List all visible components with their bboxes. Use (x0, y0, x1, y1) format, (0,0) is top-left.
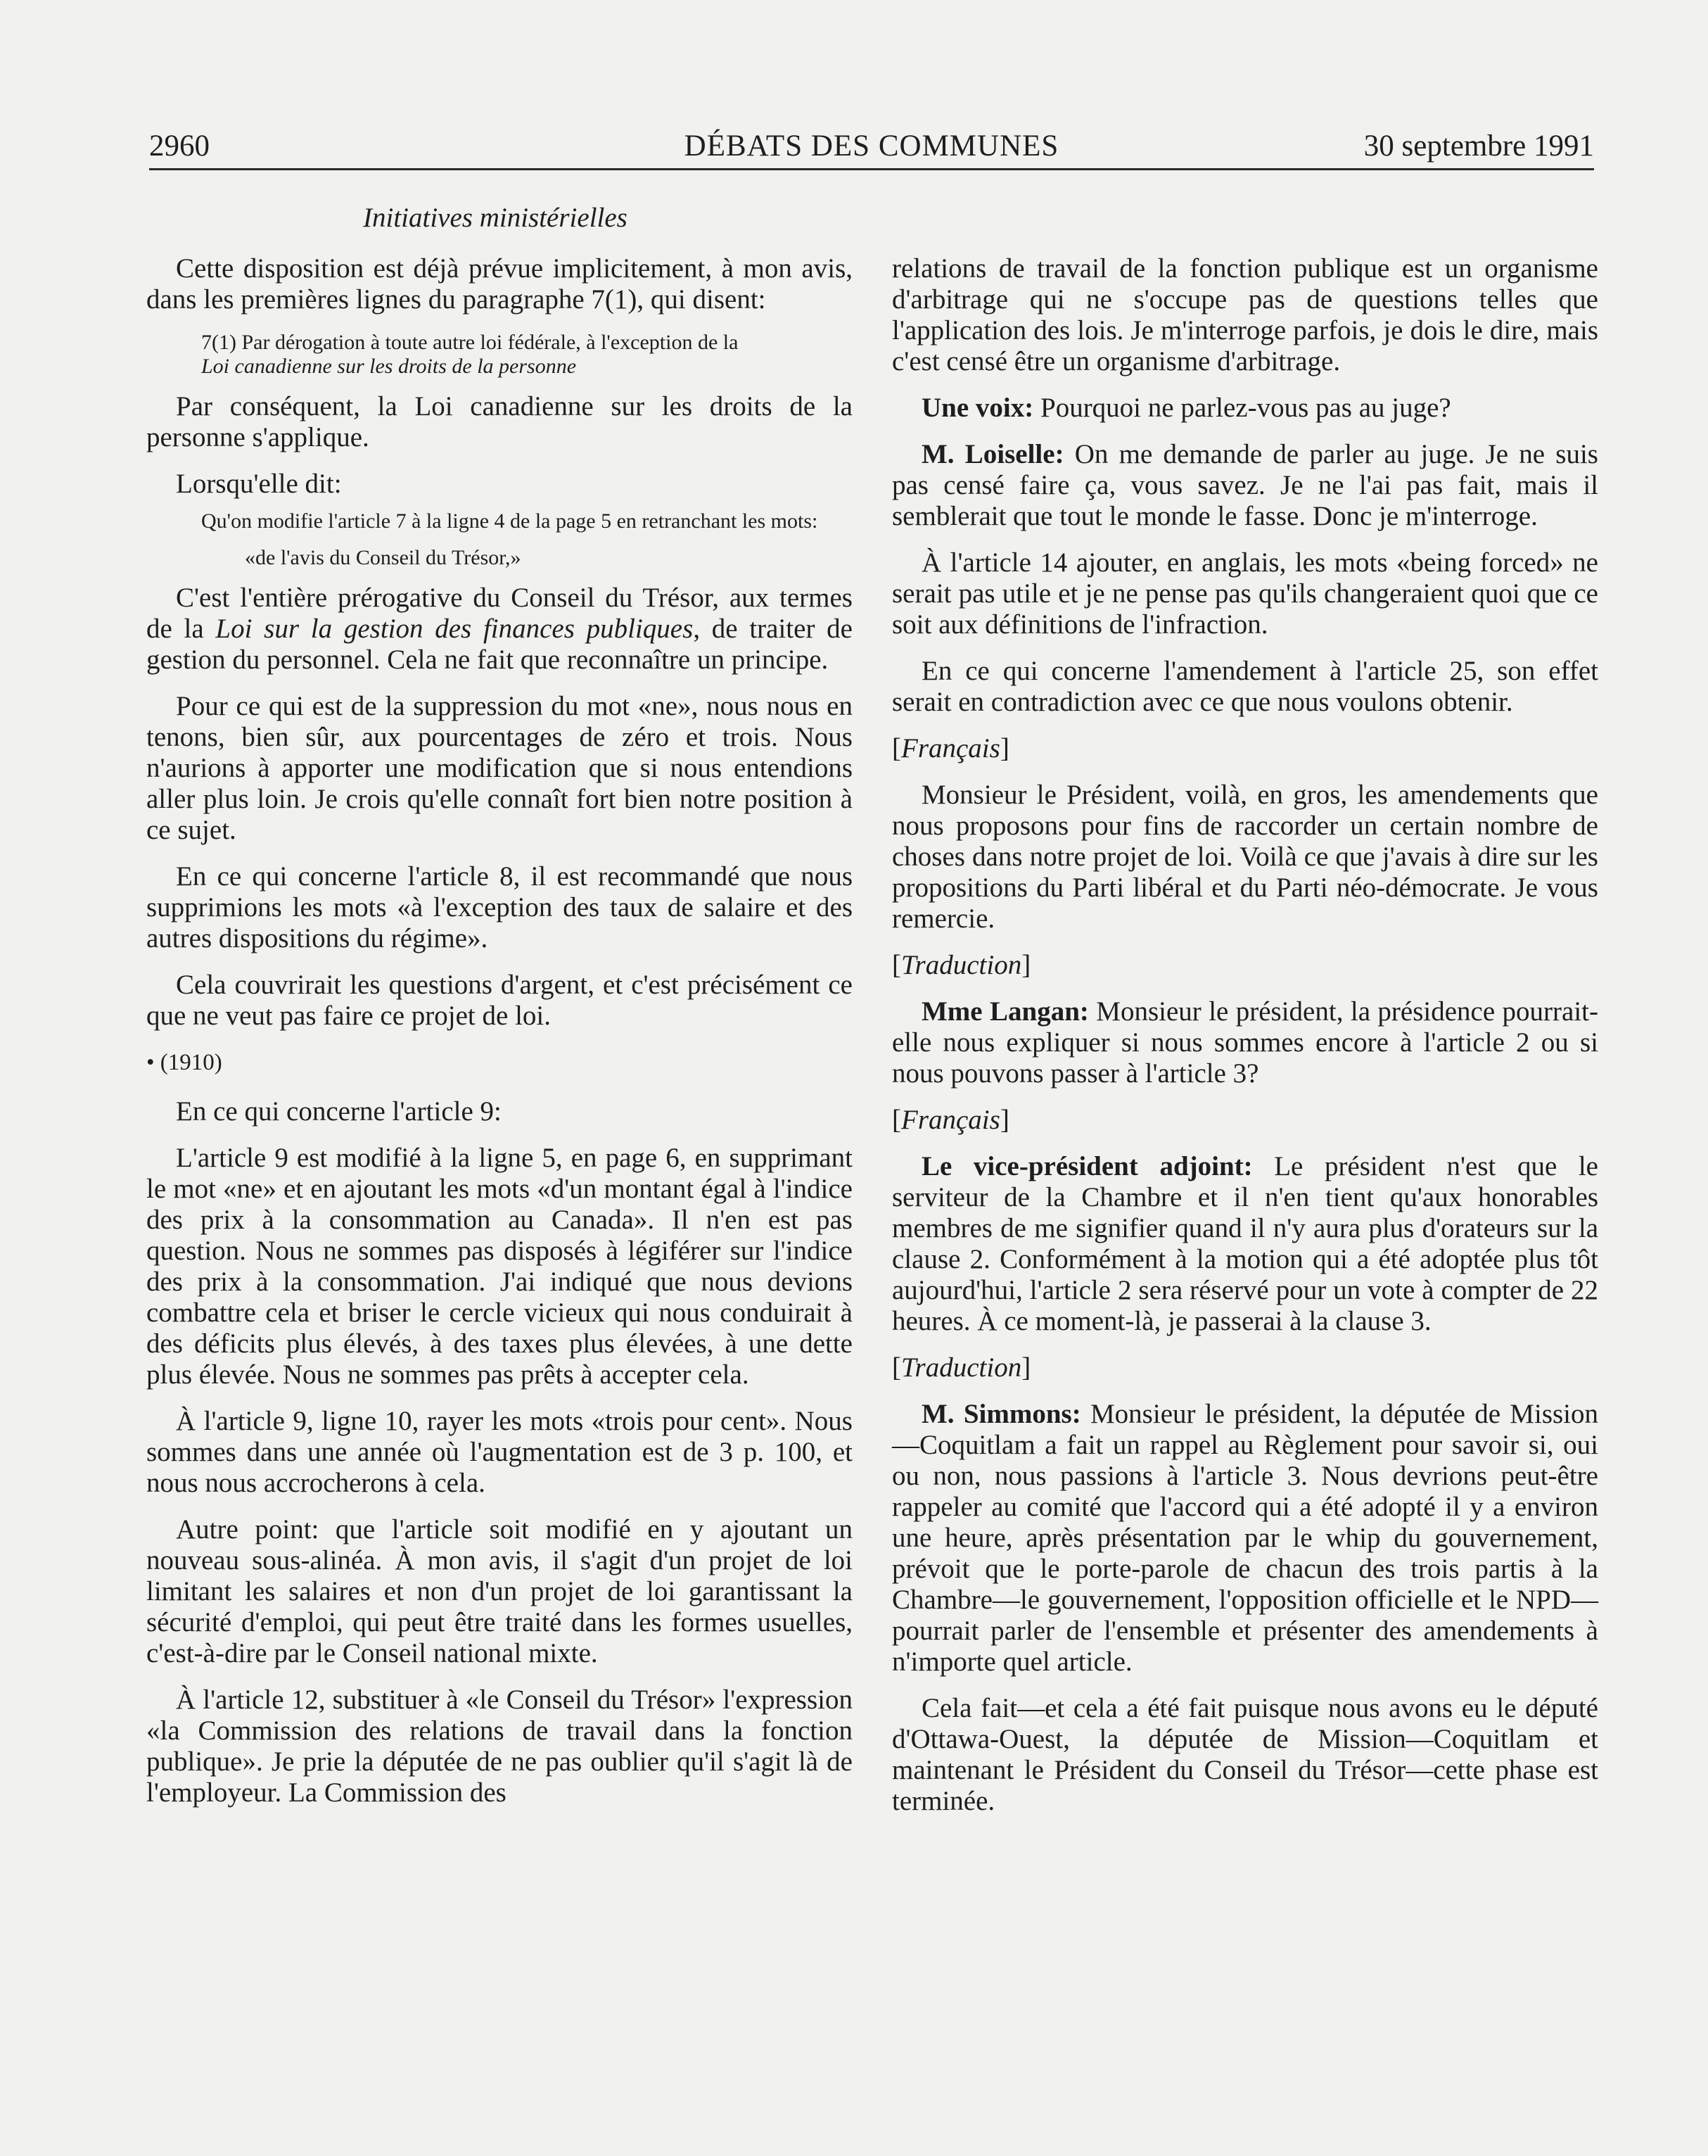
speech (892, 1399, 1598, 1678)
header-rule (149, 168, 1594, 170)
page-header (149, 125, 1594, 167)
paragraph: Cette disposition est déjà prévue implicitement, à mon avis, dans les premières lignes du paragraphe 7(1), qui disent: (146, 253, 853, 315)
section-heading: Initiatives ministérielles (363, 203, 627, 233)
paragraph: Monsieur le Président, voilà, en gros, les amendements que nous proposons pour fins de raccorder un certain nombre de choses dans notre projet de loi. Voilà ce que j'avais à dire sur les propositions du Parti libéral et du Parti néo-démocrate. Je vous remercie. (892, 780, 1598, 934)
paragraph (146, 583, 853, 676)
page-number: 2960 (149, 129, 210, 163)
language-tag: [Traduction] (892, 1352, 1031, 1383)
paragraph: En ce qui concerne l'article 9: (176, 1096, 502, 1127)
speech (892, 393, 1598, 424)
publication-title: DÉBATS DES COMMUNES (684, 129, 1059, 163)
paragraph: En ce qui concerne l'amendement à l'article 25, son effet serait en contradiction avec ce que nous voulons obtenir. (892, 656, 1598, 717)
speech-text: Monsieur le président, la présidence pourrait-elle nous expliquer si nous sommes encore à l'article 2 ou si nous pouvons passer à l'article 3? (892, 996, 1598, 1089)
speaker-name: Mme Langan: (922, 996, 1089, 1027)
left-column (146, 253, 853, 1824)
paragraph: Cela couvrirait les questions d'argent, et c'est précisément ce que ne veut pas faire ce projet de loi. (146, 970, 853, 1031)
right-column (892, 253, 1598, 1832)
paragraph: À l'article 9, ligne 10, rayer les mots «trois pour cent». Nous sommes dans une année où l'augmentation est de 3 p. 100, et nous nous accrocherons à cela. (146, 1406, 853, 1498)
time-marker: • (1910) (146, 1050, 222, 1075)
speaker-name: Une voix: (922, 393, 1034, 423)
paragraph: relations de travail de la fonction publique est un organisme d'arbitrage qui ne s'occupe pas de questions telles que l'application des lois. Je m'interroge parfois, je dois le dire, mais c'est censé être un organisme d'arbitrage. (892, 253, 1598, 376)
quote-text: 7(1) Par dérogation à toute autre loi fédérale, à l'exception de la (201, 331, 739, 354)
quote-text-italic: Loi canadienne sur les droits de la personne (201, 355, 577, 378)
speaker-name: M. Simmons: (922, 1399, 1081, 1429)
speech (892, 996, 1598, 1089)
speech-text: Monsieur le président, la députée de Mission—Coquitlam a fait un rappel au Règlement pour savoir si, oui ou non, nous passions à l'article 3. Nous devrions peut-être rappeler au comité que l'accord qui a été adopté il y a environ une heure, après présentation par le whip du gouvernement, prévoit que le porte-parole de chacun des trois partis à la Chambre—le gouvernement, l'opposition officielle et le NPD—pourrait parler de l'ensemble et présenter des amendements à n'importe quel article. (892, 1399, 1599, 1677)
speech-text: On me demande de parler au juge. Je ne suis pas censé faire ça, vous savez. Je ne l'ai pas fait, mais il semblerait que tout le monde le fasse. Donc je m'interroge. (892, 439, 1598, 531)
paragraph-text: , de traiter de gestion du personnel. Cela ne fait que reconnaître un principe. (146, 614, 853, 675)
language-tag-text: Français (901, 733, 1000, 763)
language-tag: [Français] (892, 1105, 1009, 1135)
speaker-name: M. Loiselle: (922, 439, 1064, 469)
quote (146, 331, 853, 379)
paragraph: À l'article 12, substituer à «le Conseil du Trésor» l'expression «la Commission des relations de travail dans la fonction publique». Je prie la députée de ne pas oublier qu'il s'agit là de l'employeur. La Commission des (146, 1685, 853, 1808)
language-tag-text: Traduction (901, 950, 1022, 980)
paragraph: Autre point: que l'article soit modifié en y ajoutant un nouveau sous-alinéa. À mon avis, il s'agit d'un projet de loi limitant les salaires et non d'un projet de loi garantissant la sécurité d'emploi, qui peut être traité dans les formes usuelles, c'est-à-dire par le Conseil national mixte. (146, 1514, 853, 1668)
speech-text: Le président n'est que le serviteur de la Chambre et il n'en tient qu'aux honorables membres de me signifier quand il n'y aura plus d'orateurs sur la clause 2. Conformément à la motion qui a été adoptée plus tôt aujourd'hui, l'article 2 sera réservé pour un vote à compter de 22 heures. À ce moment-là, je passerai à la clause 3. (892, 1151, 1598, 1336)
quote: «de l'avis du Conseil du Trésor,» (245, 546, 521, 569)
speech-text: Pourquoi ne parlez-vous pas au juge? (1033, 393, 1451, 423)
paragraph: Pour ce qui est de la suppression du mot «ne», nous nous en tenons, bien sûr, aux pourcentages de zéro et trois. Nous n'aurions à apporter une modification que si nous entendions aller plus loin. Je crois qu'elle connaît fort bien notre position à ce sujet. (146, 691, 853, 845)
speech (892, 1151, 1598, 1337)
publication-date: 30 septembre 1991 (1363, 129, 1594, 163)
paragraph: Par conséquent, la Loi canadienne sur les droits de la personne s'applique. (146, 391, 853, 452)
language-tag: [Français] (892, 733, 1009, 763)
paragraph: L'article 9 est modifié à la ligne 5, en page 6, en supprimant le mot «ne» et en ajoutant les mots «d'un montant égal à l'indice des prix à la consommation au Canada». Il n'en est pas question. Nous ne sommes pas disposés à légiférer sur l'indice des prix à la consommation. J'ai indiqué que nous devions combattre cela et briser le cercle vicieux qui nous conduirait à des déficits plus élevés, à des taxes plus élevées, à une dette plus élevée. Nous ne sommes pas prêts à accepter cela. (146, 1143, 853, 1390)
speech (892, 439, 1598, 532)
law-title: Loi sur la gestion des finances publiques (215, 614, 694, 644)
language-tag-text: Traduction (901, 1352, 1022, 1383)
paragraph: Lorsqu'elle dit: (176, 469, 342, 499)
language-tag: [Traduction] (892, 950, 1031, 980)
paragraph: En ce qui concerne l'article 8, il est recommandé que nous supprimions les mots «à l'exception des taux de salaire et des autres dispositions du régime». (146, 861, 853, 953)
paragraph: À l'article 14 ajouter, en anglais, les mots «being forced» ne serait pas utile et je ne pense pas qu'ils changeraient quoi que ce soit aux définitions de l'infraction. (892, 547, 1598, 640)
speaker-name: Le vice-président adjoint: (922, 1151, 1253, 1181)
quote: Qu'on modifie l'article 7 à la ligne 4 de la page 5 en retranchant les mots: (201, 509, 818, 533)
language-tag-text: Français (901, 1105, 1000, 1135)
paragraph: Cela fait—et cela a été fait puisque nous avons eu le député d'Ottawa-Ouest, la députée de Mission—Coquitlam et maintenant le Président du Conseil du Trésor—cette phase est terminée. (892, 1693, 1598, 1816)
paragraph-text: C'est l'entière prérogative du Conseil du Trésor, aux termes de la (146, 583, 853, 644)
